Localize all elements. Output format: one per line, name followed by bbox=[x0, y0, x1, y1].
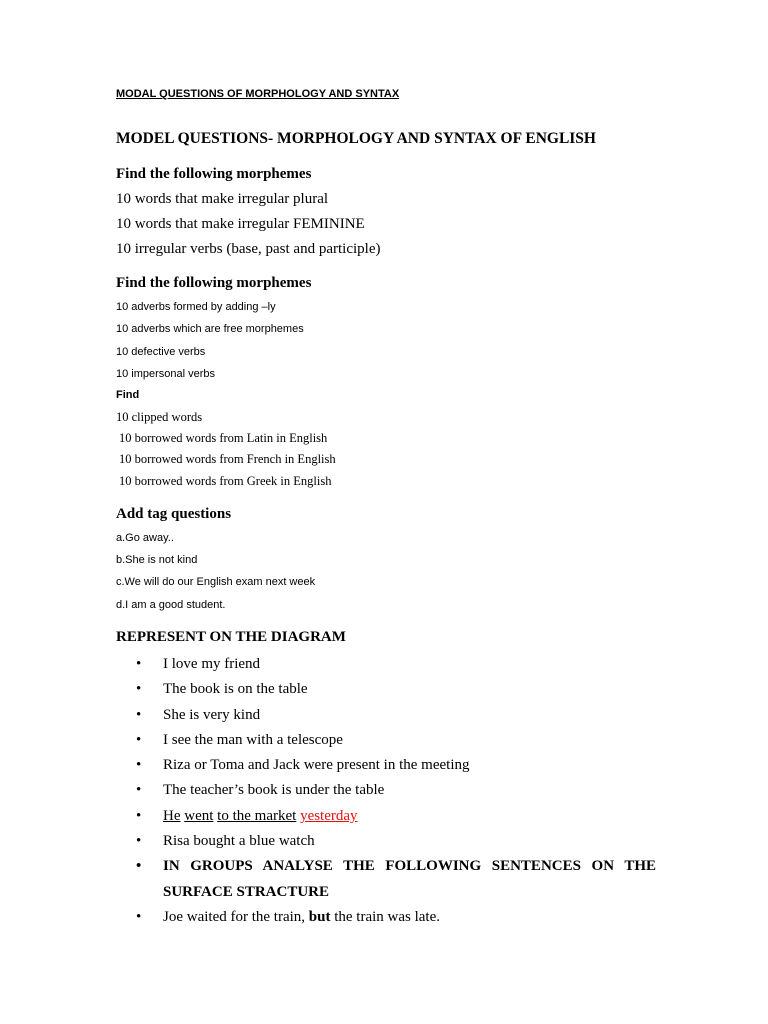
bullet-list bbox=[136, 652, 656, 930]
section-heading: Find the following morphemes bbox=[116, 166, 312, 182]
list-item: 10 clipped words bbox=[116, 410, 203, 424]
bullet-icon: • bbox=[136, 807, 142, 824]
section-heading: Find the following morphemes bbox=[116, 275, 312, 291]
main-heading: MODEL QUESTIONS- MORPHOLOGY AND SYNTAX OF ENGLISH bbox=[116, 130, 596, 147]
section-heading: REPRESENT ON THE DIAGRAM bbox=[116, 629, 346, 645]
list-item: b.She is not kind bbox=[116, 554, 198, 566]
list-item: 10 impersonal verbs bbox=[116, 368, 216, 380]
list-item: 10 borrowed words from Greek in English bbox=[119, 474, 332, 488]
bullet-icon: • bbox=[136, 681, 142, 698]
bullet-icon: • bbox=[136, 858, 142, 875]
list-item: 10 irregular verbs (base, past and participle) bbox=[116, 241, 381, 257]
bullet-item-marked bbox=[136, 804, 656, 829]
bullet-item: • The book is on the table bbox=[136, 677, 656, 702]
list-item: 10 borrowed words from Latin in English bbox=[119, 431, 328, 445]
bullet-icon: • bbox=[136, 908, 142, 925]
marked-verb: went bbox=[184, 807, 214, 824]
bullet-item: • The teacher’s book is under the table bbox=[136, 778, 656, 803]
list-item: a.Go away.. bbox=[116, 532, 174, 544]
marked-place: to the market bbox=[217, 807, 297, 824]
marked-subject: He bbox=[163, 807, 181, 824]
section-heading: Add tag questions bbox=[116, 506, 232, 522]
list-item: 10 words that make irregular plural bbox=[116, 191, 329, 207]
bullet-item-group-task: • IN GROUPS ANALYSE THE FOLLOWING SENTENCES ON THE SURFACE STRACTURE bbox=[136, 854, 656, 905]
bullet-icon: • bbox=[136, 706, 142, 723]
bullet-item: • I see the man with a telescope bbox=[136, 728, 656, 753]
bullet-icon: • bbox=[136, 731, 142, 748]
marked-time: yesterday bbox=[300, 807, 358, 824]
document-title: MODAL QUESTIONS OF MORPHOLOGY AND SYNTAX bbox=[116, 88, 400, 100]
list-item: 10 adverbs formed by adding –ly bbox=[116, 301, 276, 313]
list-item: d.I am a good student. bbox=[116, 599, 226, 611]
bullet-item: • She is very kind bbox=[136, 703, 656, 728]
list-item: 10 defective verbs bbox=[116, 346, 206, 358]
section-heading: Find bbox=[116, 389, 140, 401]
bullet-icon: • bbox=[136, 757, 142, 774]
bullet-icon: • bbox=[136, 782, 142, 799]
bullet-icon: • bbox=[136, 656, 142, 672]
list-item: 10 words that make irregular FEMININE bbox=[116, 216, 365, 232]
list-item: 10 borrowed words from French in English bbox=[119, 452, 336, 466]
list-item: c.We will do our English exam next week bbox=[116, 576, 316, 588]
bullet-item: • I love my friend bbox=[136, 652, 656, 677]
list-item: 10 adverbs which are free morphemes bbox=[116, 323, 304, 335]
bullet-item: • Riza or Toma and Jack were present in the meeting bbox=[136, 753, 656, 778]
conjunction-bold: but bbox=[308, 908, 331, 925]
bullet-icon: • bbox=[136, 833, 142, 850]
bullet-item: • Joe waited for the train, but the train was late. bbox=[136, 905, 656, 930]
bullet-item: • Risa bought a blue watch bbox=[136, 829, 656, 854]
